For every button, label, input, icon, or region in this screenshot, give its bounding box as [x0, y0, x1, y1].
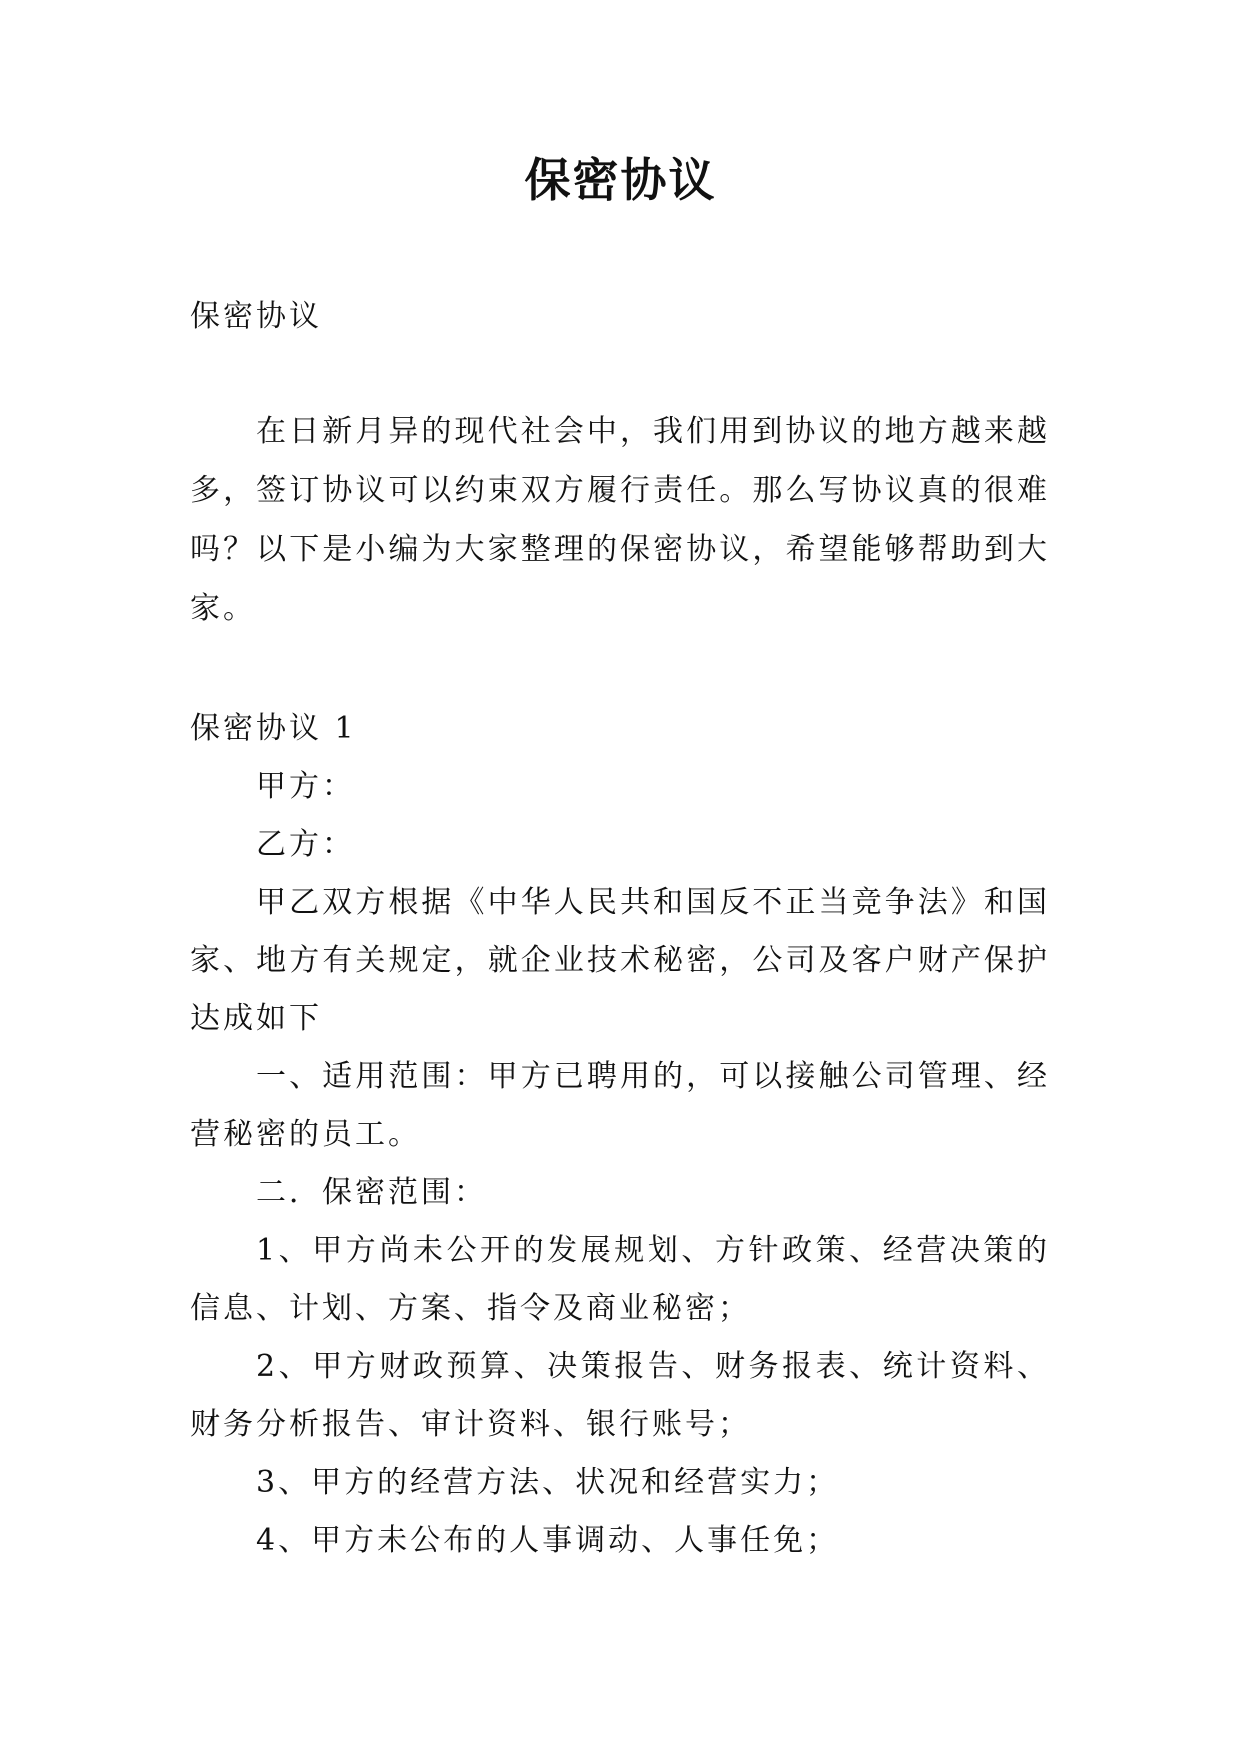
agreement-section: [190, 700, 1050, 1570]
party-b-line: 乙方：: [256, 827, 355, 862]
intro-paragraph: 在日新月异的现代社会中，我们用到协议的地方越来越多，签订协议可以约束双方履行责任。那么写协议真的很难吗？以下是小编为大家整理的保密协议，希望能够帮助到大家。: [190, 414, 1050, 626]
clause-2: 2、甲方财政预算、决策报告、财务报表、统计资料、财务分析报告、审计资料、银行账号；: [190, 1349, 1050, 1442]
clause-3: 3、甲方的经营方法、状况和经营实力；: [256, 1465, 840, 1500]
confidentiality-scope-heading: 二．保密范围：: [256, 1175, 487, 1210]
agreement-basis-paragraph: 甲乙双方根据《中华人民共和国反不正当竞争法》和国家、地方有关规定，就企业技术秘密，公司及客户财产保护达成如下: [190, 885, 1050, 1036]
clause-4: 4、甲方未公布的人事调动、人事任免；: [256, 1523, 840, 1558]
section-heading: 保密协议 1: [190, 711, 357, 746]
clause-1: 1、甲方尚未公开的发展规划、方针政策、经营决策的信息、计划、方案、指令及商业秘密；: [190, 1233, 1050, 1326]
party-a-line: 甲方：: [256, 769, 355, 804]
document-subtitle: 保密协议: [190, 299, 322, 334]
scope-of-application-paragraph: 一、适用范围：甲方已聘用的，可以接触公司管理、经营秘密的员工。: [190, 1059, 1050, 1152]
document-title: 保密协议: [524, 153, 717, 207]
